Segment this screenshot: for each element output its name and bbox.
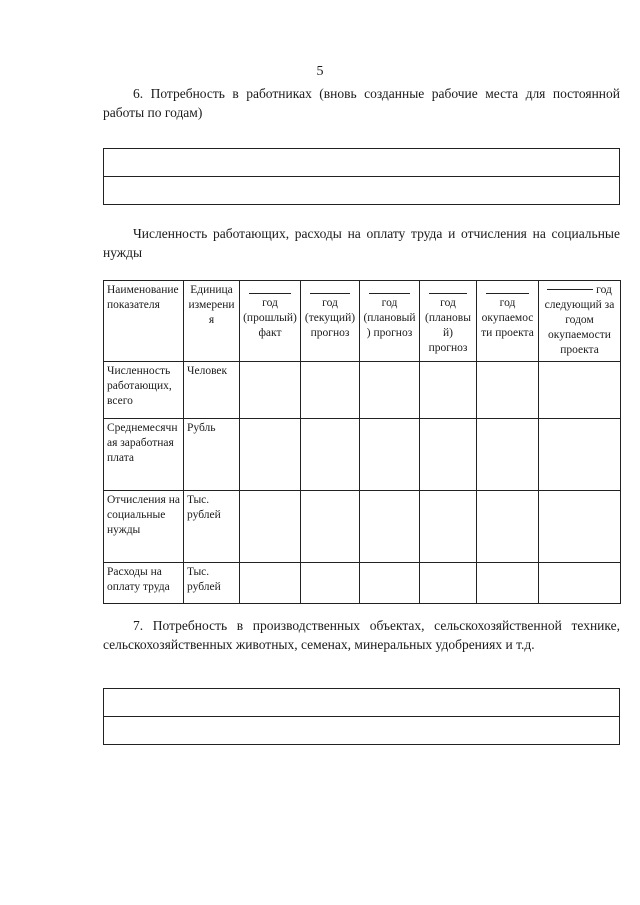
page-number: 5: [316, 64, 324, 79]
table-cell[interactable]: [360, 491, 420, 563]
table-cell[interactable]: [477, 491, 539, 563]
table-cell[interactable]: [301, 563, 360, 604]
table-cell[interactable]: [301, 419, 360, 491]
year-blank: [547, 289, 593, 290]
year-blank: [249, 293, 291, 294]
table-cell[interactable]: [477, 563, 539, 604]
table-cell[interactable]: [539, 491, 621, 563]
header-year-current: [301, 281, 360, 362]
table-row: [104, 491, 621, 563]
section-7-text: 7. Потребность в производственных объектах, сельскохозяйственной технике, сельскохозяйственных животных, семенах, минеральных удобрениях и т.д.: [103, 618, 620, 652]
table-cell[interactable]: [240, 563, 301, 604]
table-cell[interactable]: [360, 362, 420, 419]
table-cell[interactable]: [420, 419, 477, 491]
table-cell[interactable]: [104, 717, 620, 745]
table-cell[interactable]: [301, 491, 360, 563]
staff-table-caption: [103, 224, 620, 262]
row-unit: Тыс. рублей: [184, 563, 240, 604]
year-blank: [429, 293, 467, 294]
row-name: Среднемесячная заработная плата: [104, 419, 184, 491]
header-indicator-name: Наименование показателя: [104, 281, 184, 362]
table-header-row: [104, 281, 621, 362]
row-name: Численность работающих, всего: [104, 362, 184, 419]
header-year-past: [240, 281, 301, 362]
header-year-plan-2-text: год (плановый) прогноз: [425, 297, 471, 354]
year-blank: [310, 293, 350, 294]
header-year-after-payback: [539, 281, 621, 362]
header-year-current-text: год (текущий) прогноз: [304, 297, 356, 339]
year-blank: [486, 293, 529, 294]
table-cell[interactable]: [477, 362, 539, 419]
header-year-payback-text: год окупаемости проекта: [481, 297, 534, 339]
header-year-plan-1-text: год (плановый) прогноз: [363, 297, 416, 339]
header-year-plan-1: [360, 281, 420, 362]
section-6-heading: [103, 84, 620, 122]
row-unit: Рубль: [184, 419, 240, 491]
staff-table-caption-text: Численность работающих, расходы на оплату труда и отчисления на социальные нужды: [103, 226, 620, 260]
staff-table: [103, 280, 621, 604]
year-blank: [369, 293, 410, 294]
section-6-table: [103, 148, 620, 205]
table-cell[interactable]: [301, 362, 360, 419]
table-row: [104, 689, 620, 717]
table-row: [104, 362, 621, 419]
table-cell[interactable]: [539, 419, 621, 491]
table-row: [104, 563, 621, 604]
table-cell[interactable]: [104, 689, 620, 717]
table-cell[interactable]: [420, 491, 477, 563]
row-unit: Тыс. рублей: [184, 491, 240, 563]
header-year-plan-2: [420, 281, 477, 362]
table-cell[interactable]: [240, 419, 301, 491]
table-row: [104, 717, 620, 745]
row-unit: Человек: [184, 362, 240, 419]
table-cell[interactable]: [539, 362, 621, 419]
section-7-table: [103, 688, 620, 745]
section-7-heading: [103, 616, 620, 654]
table-cell[interactable]: [420, 362, 477, 419]
table-cell[interactable]: [477, 419, 539, 491]
header-unit: Единица измерения: [184, 281, 240, 362]
table-cell[interactable]: [240, 491, 301, 563]
table-cell[interactable]: [420, 563, 477, 604]
row-name: Отчисления на социальные нужды: [104, 491, 184, 563]
header-year-past-text: год (прошлый) факт: [243, 297, 297, 339]
table-row: [104, 419, 621, 491]
row-name: Расходы на оплату труда: [104, 563, 184, 604]
header-year-payback: [477, 281, 539, 362]
table-cell[interactable]: [240, 362, 301, 419]
table-cell[interactable]: [104, 177, 620, 205]
table-cell[interactable]: [104, 149, 620, 177]
table-row: [104, 149, 620, 177]
table-cell[interactable]: [539, 563, 621, 604]
table-cell[interactable]: [360, 563, 420, 604]
table-row: [104, 177, 620, 205]
section-6-text: 6. Потребность в работниках (вновь созданные рабочие места для постоянной работы по годам): [103, 86, 620, 120]
table-cell[interactable]: [360, 419, 420, 491]
header-year-after-payback-text: год следующий за годом окупаемости проекта: [544, 284, 615, 356]
